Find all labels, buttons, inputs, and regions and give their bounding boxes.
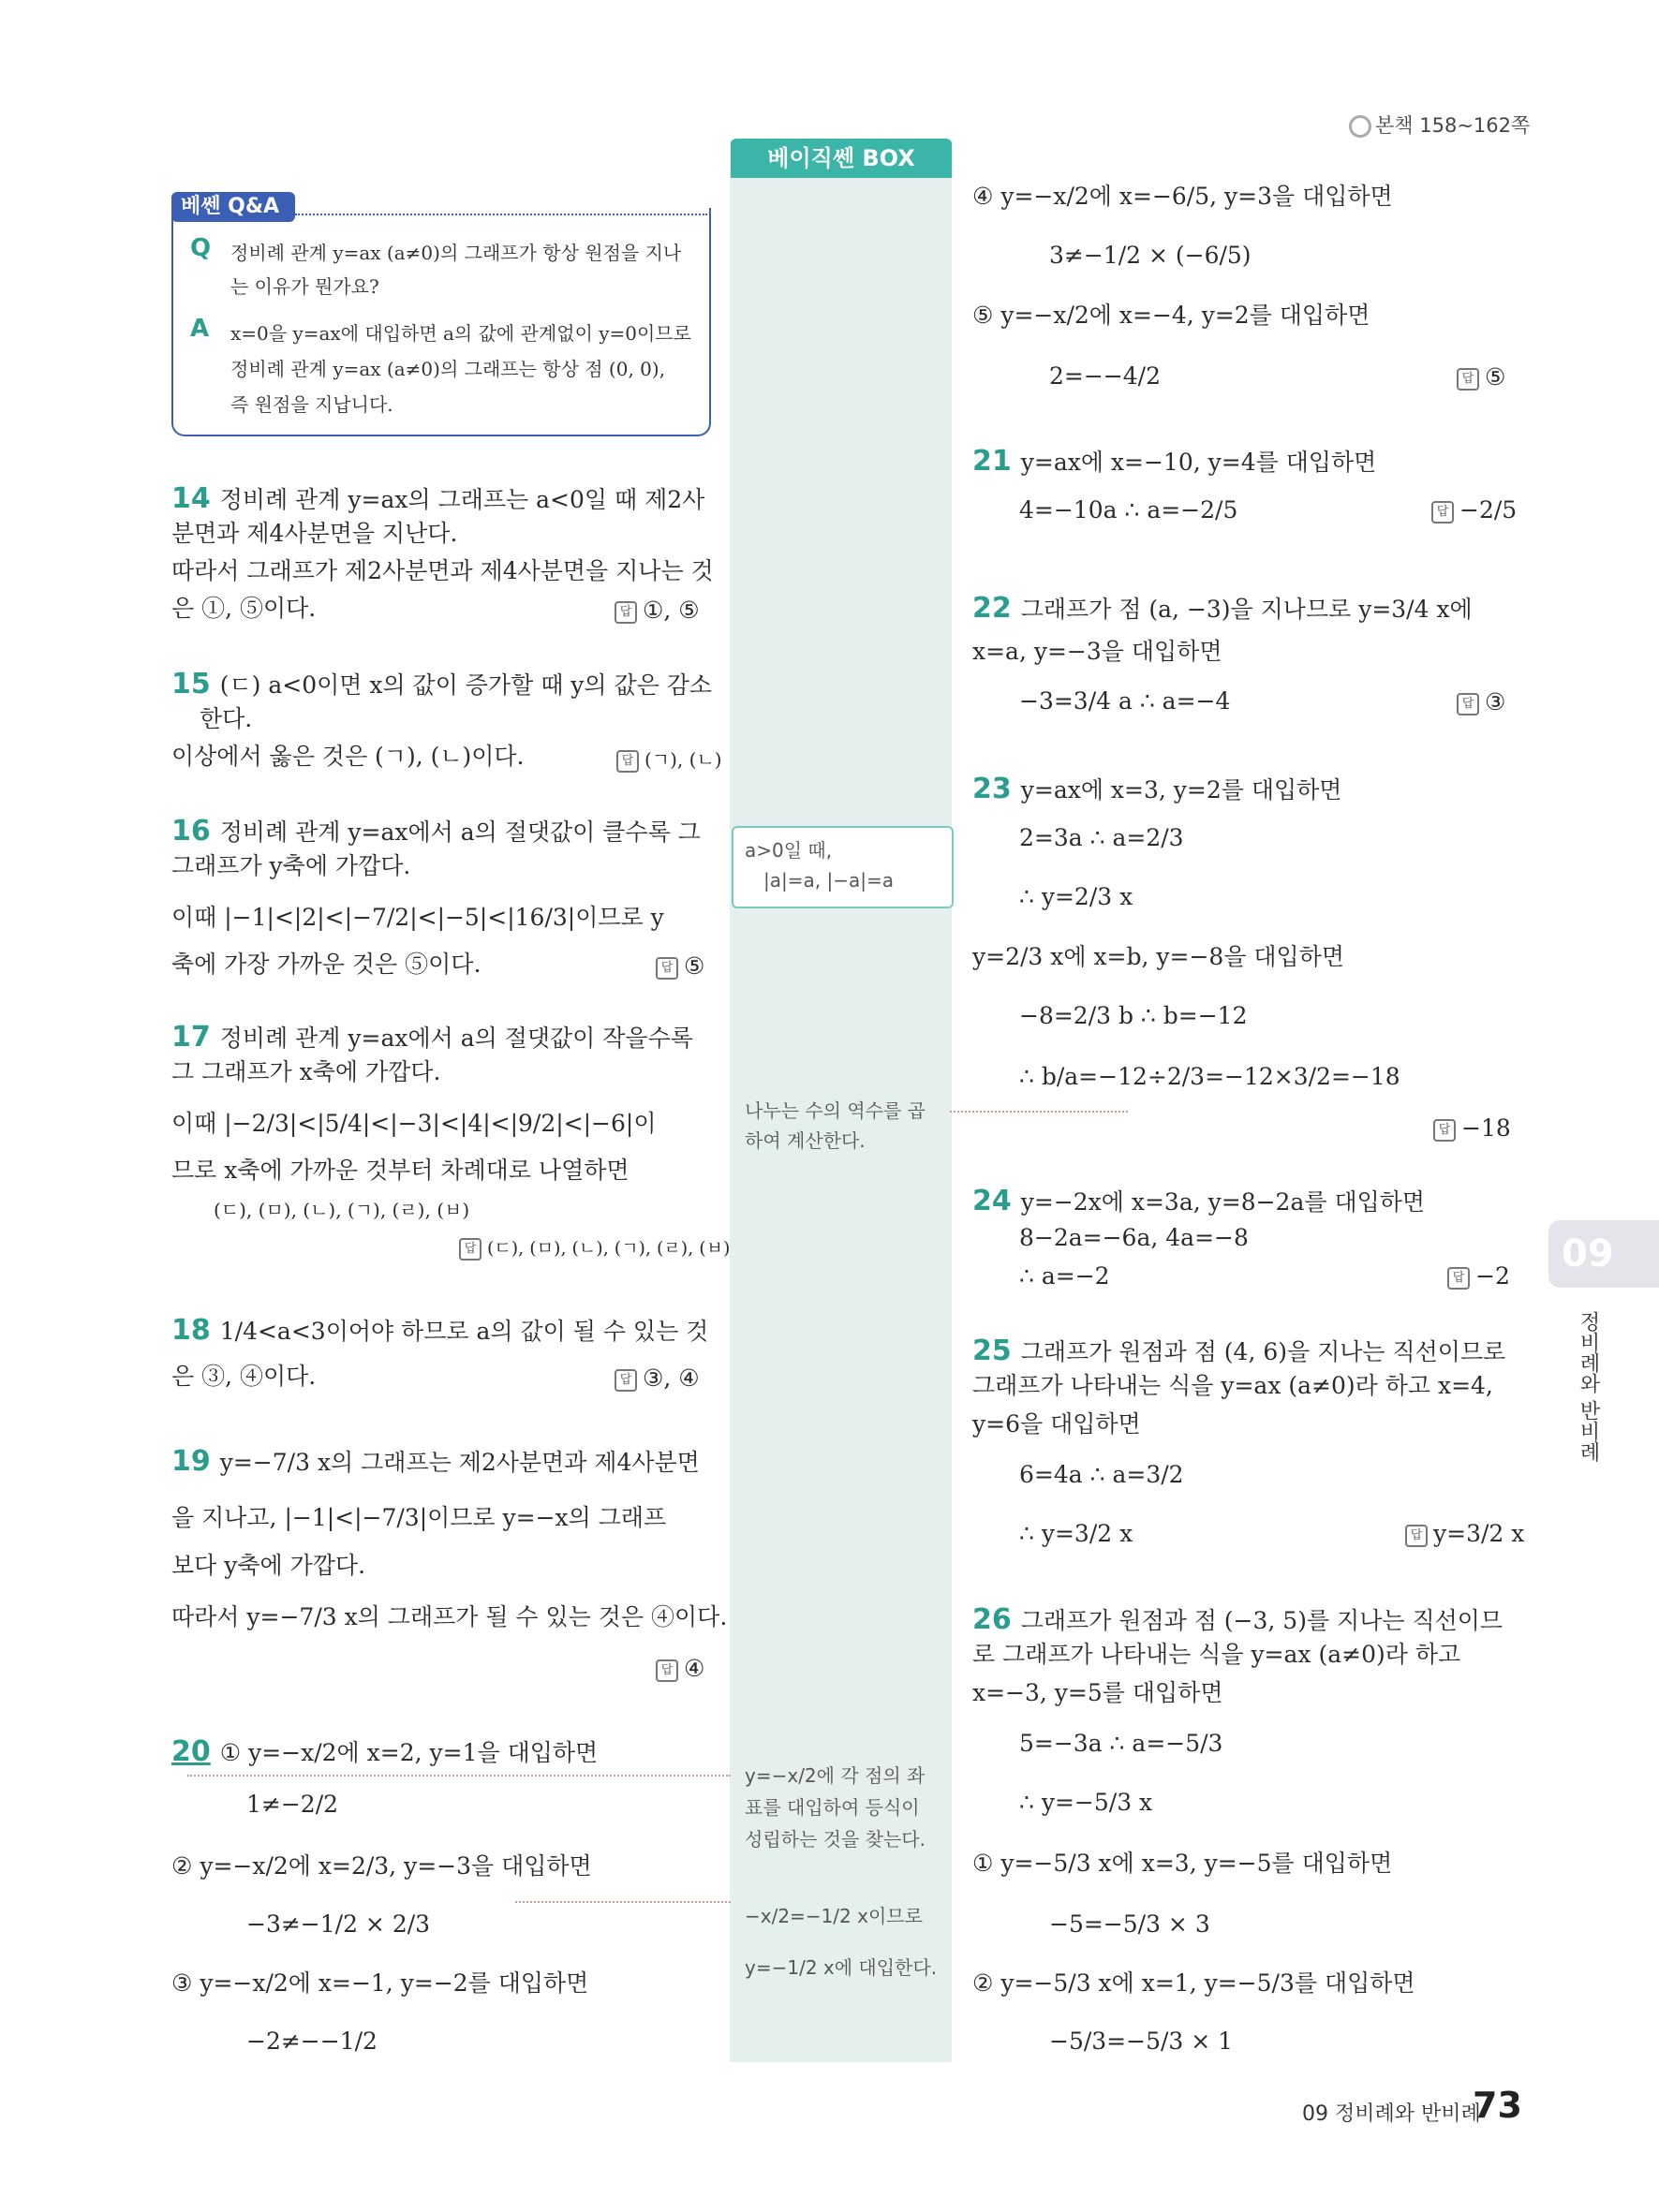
problem-26-line: 26 그래프가 원점과 점 (−3, 5)를 지나는 직선이므 [972, 1603, 1503, 1636]
substitute-note: y=−x/2에 각 점의 좌 [745, 1764, 926, 1787]
divide-note: 하여 계산한다. [745, 1129, 866, 1152]
substitute-pointer [187, 1775, 731, 1777]
problem-20-cont-line: ④ y=−x/2에 x=−6/5, y=3을 대입하면 [972, 183, 1393, 210]
problem-22-line: −3=3/4 a ∴ a=−4 [1019, 687, 1231, 715]
problem-15-line: 이상에서 옳은 것은 (ㄱ), (ㄴ)이다. [171, 743, 525, 770]
problem-26-line: 로 그래프가 나타내는 식을 y=ax (a≠0)라 하고 [972, 1641, 1461, 1668]
footer-chapter: 09 정비례와 반비례 [1302, 2102, 1481, 2126]
problem-25-line: y=6을 대입하면 [972, 1410, 1141, 1438]
problem-14-line: 14 정비례 관계 y=ax의 그래프는 a<0일 때 제2사 [171, 482, 705, 515]
problem-14-answer: 답 ①, ⑤ [615, 597, 700, 624]
divide-note: 나누는 수의 역수를 곱 [745, 1099, 926, 1122]
rewrite-note: −x/2=−1/2 x이므로 [745, 1905, 923, 1927]
problem-number: 14 [171, 482, 211, 515]
problem-24-line: ∴ a=−2 [1019, 1262, 1110, 1290]
problem-25-answer: 답 y=3/2 x [1405, 1520, 1524, 1547]
problem-17-answer: 답 (ㄷ), (ㅁ), (ㄴ), (ㄱ), (ㄹ), (ㅂ) [459, 1234, 730, 1261]
problem-23-answer: 답 −18 [1433, 1114, 1511, 1142]
qa-divider [295, 214, 707, 215]
problem-22-line: 22 그래프가 점 (a, −3)을 지나므로 y=3/4 x에 [972, 592, 1473, 625]
problem-26-line: ∴ y=−5/3 x [1019, 1789, 1153, 1816]
problem-16-line: 이때 |−1|<|2|<|−7/2|<|−5|<|16/3|이므로 y [171, 904, 664, 931]
problem-17-line: 그 그래프가 x축에 가깝다. [171, 1058, 441, 1085]
problem-26-line: 5=−3a ∴ a=−5/3 [1019, 1730, 1223, 1757]
qa-question-line: 는 이유가 뭔가요? [230, 275, 379, 298]
problem-21-answer: 답 −2/5 [1431, 496, 1517, 524]
problem-23-line: −8=2/3 b ∴ b=−12 [1019, 1002, 1248, 1029]
book-ref: 본책 158~162쪽 [1349, 111, 1530, 139]
problem-18-line: 은 ③, ④이다. [171, 1363, 317, 1390]
problem-number: 17 [171, 1021, 211, 1054]
problem-26-line: −5/3=−5/3 × 1 [1049, 2028, 1234, 2055]
problem-18-line: 18 1/4<a<3이어야 하므로 a의 값이 될 수 있는 것 [171, 1314, 709, 1347]
qa-badge: 베쎈 Q&A [171, 192, 295, 222]
problem-26-line: −5=−5/3 × 3 [1049, 1910, 1210, 1938]
problem-23-line: ∴ y=2/3 x [1019, 883, 1133, 910]
substitute-note: 성립하는 것을 찾는다. [745, 1828, 926, 1851]
problem-19-line: 따라서 y=−7/3 x의 그래프가 될 수 있는 것은 ④이다. [171, 1603, 728, 1630]
problem-number: 23 [972, 773, 1012, 805]
problem-23-line: y=2/3 x에 x=b, y=−8을 대입하면 [972, 943, 1345, 970]
problem-number: 18 [171, 1314, 211, 1347]
problem-18-answer: 답 ③, ④ [615, 1364, 700, 1392]
question-mark-label: Q [190, 234, 212, 262]
problem-15-line: 한다. [200, 705, 253, 732]
chapter-tab[interactable]: 09 [1548, 1220, 1659, 1288]
problem-23-line: 23 y=ax에 x=3, y=2를 대입하면 [972, 773, 1342, 805]
problem-25-line: 25 그래프가 원점과 점 (4, 6)을 지나는 직선이므로 [972, 1335, 1506, 1367]
qa-question-line: 정비례 관계 y=ax (a≠0)의 그래프가 항상 원점을 지나 [230, 242, 682, 264]
problem-20-line: −3≠−1/2 × 2/3 [246, 1910, 431, 1938]
problem-25-line: 6=4a ∴ a=3/2 [1019, 1461, 1184, 1488]
problem-22-line: x=a, y=−3을 대입하면 [972, 638, 1222, 665]
problem-24-line: 8−2a=−6a, 4a=−8 [1019, 1224, 1249, 1251]
rewrite-pointer [515, 1901, 731, 1903]
qa-answer-line: 정비례 관계 y=ax (a≠0)의 그래프는 항상 점 (0, 0), [230, 358, 666, 380]
problem-20-line: ② y=−x/2에 x=2/3, y=−3을 대입하면 [171, 1852, 592, 1880]
divide-pointer [950, 1111, 1128, 1113]
problem-20-line: 20 ① y=−x/2에 x=2, y=1을 대입하면 [171, 1735, 599, 1768]
problem-16-line: 축에 가장 가까운 것은 ⑤이다. [171, 951, 481, 978]
problem-14-line: 분면과 제4사분면을 지난다. [171, 520, 458, 547]
problem-16-answer: 답 ⑤ [656, 952, 704, 980]
problem-21-line: 4=−10a ∴ a=−2/5 [1019, 496, 1238, 524]
problem-17-line: 므로 x축에 가까운 것부터 차례대로 나열하면 [171, 1157, 630, 1184]
problem-number: 24 [972, 1185, 1012, 1217]
problem-24-line: 24 y=−2x에 x=3a, y=8−2a를 대입하면 [972, 1185, 1426, 1217]
problem-26-line: x=−3, y=5를 대입하면 [972, 1679, 1223, 1706]
problem-21-line: 21 y=ax에 x=−10, y=4를 대입하면 [972, 445, 1377, 478]
problem-16-line: 그래프가 y축에 가깝다. [171, 852, 411, 879]
problem-number: 22 [972, 592, 1012, 625]
problem-26-line: ① y=−5/3 x에 x=3, y=−5를 대입하면 [972, 1850, 1393, 1877]
problem-19-answer: 답 ④ [656, 1655, 704, 1682]
problem-20-line: ③ y=−x/2에 x=−1, y=−2를 대입하면 [171, 1969, 589, 1997]
problem-16-line: 16 정비례 관계 y=ax에서 a의 절댓값이 클수록 그 [171, 815, 701, 848]
abs-rule-note: |a|=a, |−a|=a [763, 869, 894, 892]
substitute-note: 표를 대입하여 등식이 [745, 1796, 920, 1819]
qa-answer-line: 즉 원점을 지납니다. [230, 393, 393, 416]
problem-20-cont-line: ⑤ y=−x/2에 x=−4, y=2를 대입하면 [972, 302, 1370, 329]
abs-rule-note: a>0일 때, [745, 839, 833, 862]
problem-19-line: 19 y=−7/3 x의 그래프는 제2사분면과 제4사분면 [171, 1445, 700, 1478]
problem-20-answer: 답 ⑤ [1457, 363, 1505, 391]
answer-mark-label: A [190, 315, 210, 343]
basic-box-label: 베이직쎈 BOX [731, 139, 952, 178]
problem-19-line: 을 지나고, |−1|<|−7/3|이므로 y=−x의 그래프 [171, 1504, 667, 1531]
problem-number: 25 [972, 1335, 1012, 1367]
problem-17-line: 17 정비례 관계 y=ax에서 a의 절댓값이 작을수록 [171, 1021, 693, 1054]
problem-15-line: 15 (ㄷ) a<0이면 x의 값이 증가할 때 y의 값은 감소 [171, 668, 713, 700]
problem-25-line: ∴ y=3/2 x [1019, 1520, 1133, 1547]
problem-25-line: 그래프가 나타내는 식을 y=ax (a≠0)라 하고 x=4, [972, 1372, 1493, 1399]
problem-17-line: 이때 |−2/3|<|5/4|<|−3|<|4|<|9/2|<|−6|이 [171, 1110, 657, 1137]
problem-number: 20 [171, 1735, 211, 1768]
problem-20-cont-line: 2=−−4/2 [1049, 362, 1161, 390]
problem-number: 19 [171, 1445, 211, 1478]
problem-number: 26 [972, 1603, 1012, 1636]
problem-22-answer: 답 ③ [1457, 688, 1505, 715]
qa-answer-line: x=0을 y=ax에 대입하면 a의 값에 관계없이 y=0이므로 [230, 322, 691, 345]
rewrite-note: y=−1/2 x에 대입한다. [745, 1956, 938, 1979]
problem-number: 16 [171, 815, 211, 848]
problem-20-cont-line: 3≠−1/2 × (−6/5) [1049, 242, 1252, 269]
problem-17-line: (ㄷ), (ㅁ), (ㄴ), (ㄱ), (ㄹ), (ㅂ) [214, 1199, 470, 1221]
problem-20-line: 1≠−2/2 [246, 1791, 339, 1818]
problem-23-line: ∴ b/a=−12÷2/3=−12×3/2=−18 [1019, 1063, 1400, 1090]
problem-14-line: 따라서 그래프가 제2사분면과 제4사분면을 지나는 것 [171, 557, 714, 584]
problem-number: 15 [171, 668, 211, 700]
problem-23-line: 2=3a ∴ a=2/3 [1019, 824, 1184, 851]
problem-19-line: 보다 y축에 가깝다. [171, 1552, 366, 1579]
problem-26-line: ② y=−5/3 x에 x=1, y=−5/3를 대입하면 [972, 1969, 1415, 1997]
problem-14-line: 은 ①, ⑤이다. [171, 595, 317, 622]
problem-24-answer: 답 −2 [1447, 1262, 1510, 1290]
page-number: 73 [1473, 2085, 1522, 2126]
problem-number: 21 [972, 445, 1012, 478]
problem-20-line: −2≠−−1/2 [246, 2028, 378, 2055]
chapter-tab-title: 정비례와 반비례 [1577, 1311, 1600, 1462]
problem-15-answer: 답 (ㄱ), (ㄴ) [616, 745, 722, 773]
book-icon [1349, 115, 1371, 138]
